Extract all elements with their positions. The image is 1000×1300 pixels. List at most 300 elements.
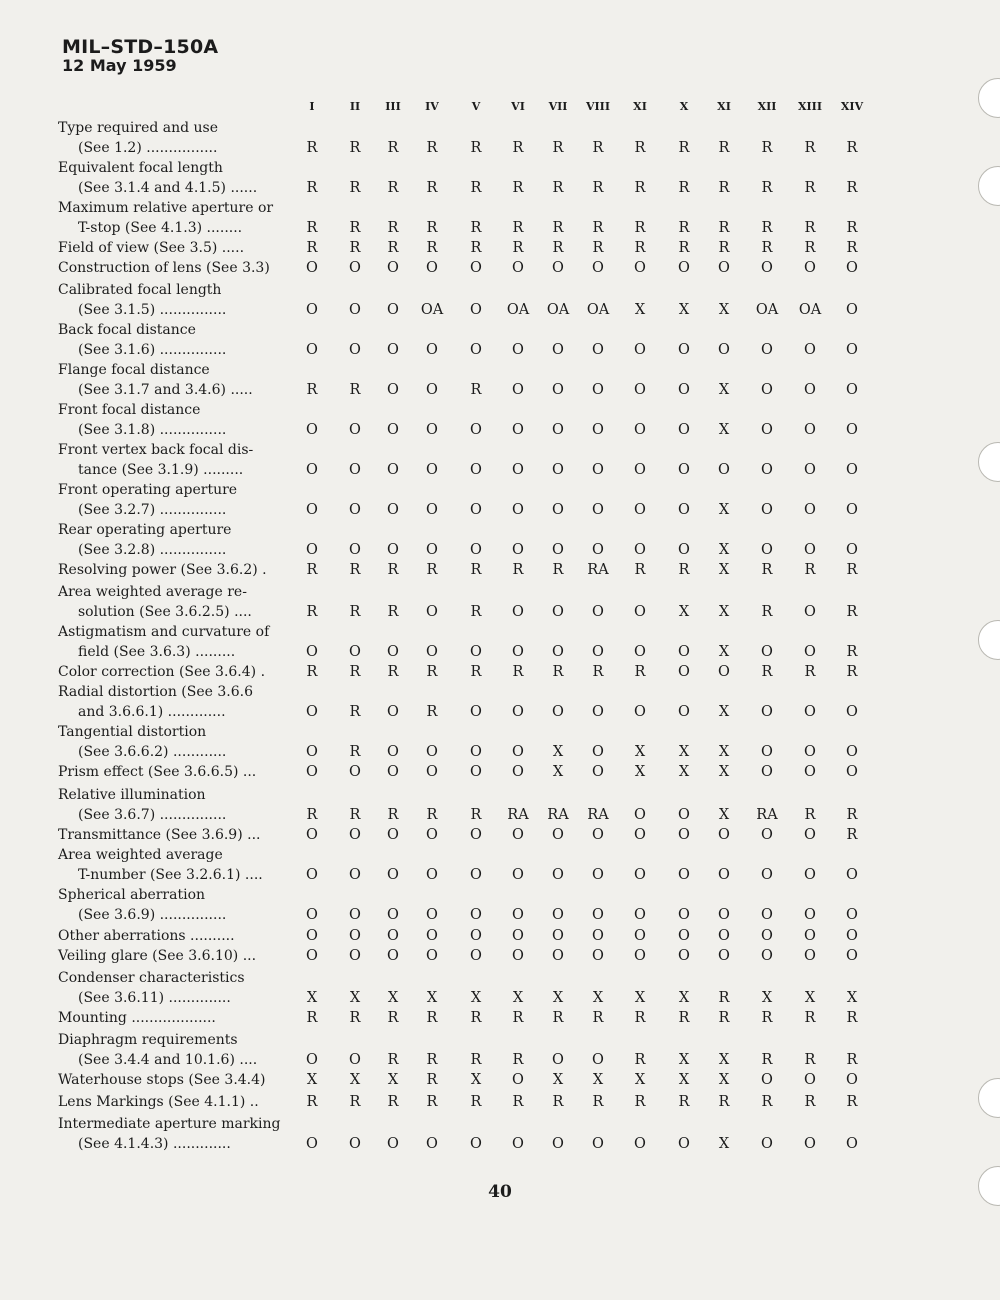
table-cell: O: [552, 644, 564, 660]
standard-number: MIL–STD–150A: [62, 36, 219, 58]
column-header: XI: [633, 100, 647, 113]
table-cell: X: [634, 764, 646, 780]
table-cell: R: [761, 240, 773, 256]
row-label: [58, 785, 290, 825]
row-label: [58, 662, 290, 682]
table-cell: O: [761, 764, 773, 780]
table-cell: O: [634, 928, 646, 944]
table-cell: R: [718, 140, 730, 156]
table-cell: R: [426, 704, 438, 720]
table-cell: O: [678, 422, 690, 438]
table-cell: R: [512, 1010, 524, 1026]
table-cell: X: [552, 1072, 564, 1088]
table-cell: R: [846, 180, 858, 196]
table-cell: O: [306, 422, 318, 438]
table-cell: R: [349, 382, 361, 398]
row-label-line: Area weighted average: [58, 847, 223, 863]
table-cell: O: [306, 502, 318, 518]
page-number: 40: [488, 1182, 512, 1202]
table-cell: O: [349, 302, 361, 318]
row-label-line: Transmittance (See 3.6.9) ...: [58, 827, 261, 843]
row-label-line: (See 3.2.8) ...............: [78, 542, 227, 558]
table-cell: O: [512, 502, 524, 518]
table-cell: R: [426, 1052, 438, 1068]
table-cell: O: [761, 342, 773, 358]
table-cell: R: [426, 1010, 438, 1026]
column-header: X: [679, 100, 689, 113]
table-cell: R: [804, 1010, 816, 1026]
table-cell: R: [804, 562, 816, 578]
table-cell: O: [592, 382, 604, 398]
table-cell: O: [470, 302, 482, 318]
table-cell: O: [387, 1136, 399, 1152]
row-label-line: Spherical aberration: [58, 887, 206, 903]
row-label-line: (See 3.6.9) ...............: [78, 907, 227, 923]
column-headers: [0, 100, 1000, 116]
table-cell: O: [634, 907, 646, 923]
table-cell: R: [804, 220, 816, 236]
table-cell: R: [761, 664, 773, 680]
row-label: [58, 400, 290, 440]
table-cell: O: [306, 827, 318, 843]
table-cell: OA: [506, 302, 530, 318]
table-cell: R: [592, 240, 604, 256]
table-cell: R: [718, 180, 730, 196]
row-label-line: Veiling glare (See 3.6.10) ...: [58, 948, 257, 964]
row-label-line: Mounting ...................: [58, 1010, 216, 1026]
table-cell: O: [387, 422, 399, 438]
binder-hole: [978, 620, 1000, 660]
row-label-line: (See 3.1.8) ...............: [78, 422, 227, 438]
table-cell: R: [634, 140, 646, 156]
row-label-line: Rear operating aperture: [58, 522, 232, 538]
row-label-line: Equivalent focal length: [58, 160, 223, 176]
row-label-line: Prism effect (See 3.6.6.5) ...: [58, 764, 257, 780]
row-label-line: Front operating aperture: [58, 482, 238, 498]
table-cell: R: [387, 220, 399, 236]
table-cell: R: [426, 140, 438, 156]
table-cell: R: [470, 807, 482, 823]
table-cell: O: [804, 948, 816, 964]
table-cell: O: [349, 827, 361, 843]
table-cell: O: [804, 502, 816, 518]
table-cell: O: [846, 867, 858, 883]
row-label-line: (See 3.1.6) ...............: [78, 342, 227, 358]
table-cell: O: [804, 827, 816, 843]
table-cell: O: [678, 704, 690, 720]
table-cell: R: [804, 1094, 816, 1110]
table-cell: R: [387, 664, 399, 680]
table-cell: R: [678, 562, 690, 578]
table-cell: R: [470, 220, 482, 236]
table-cell: O: [592, 827, 604, 843]
table-cell: O: [426, 827, 438, 843]
table-cell: R: [634, 1094, 646, 1110]
table-cell: O: [761, 382, 773, 398]
table-cell: RA: [507, 807, 529, 823]
table-cell: R: [426, 664, 438, 680]
table-cell: O: [634, 462, 646, 478]
table-cell: O: [306, 744, 318, 760]
table-cell: R: [634, 180, 646, 196]
table-cell: O: [470, 644, 482, 660]
column-header: VIII: [586, 100, 610, 113]
table-cell: O: [349, 764, 361, 780]
table-cell: O: [592, 462, 604, 478]
table-cell: R: [846, 664, 858, 680]
table-cell: O: [678, 462, 690, 478]
table-cell: R: [761, 220, 773, 236]
table-cell: O: [470, 907, 482, 923]
table-cell: X: [426, 990, 438, 1006]
column-header: II: [349, 100, 361, 113]
table-cell: O: [592, 1136, 604, 1152]
table-cell: O: [678, 807, 690, 823]
binder-hole: [978, 1078, 1000, 1118]
table-cell: R: [470, 140, 482, 156]
table-cell: O: [592, 502, 604, 518]
table-cell: O: [470, 764, 482, 780]
table-cell: R: [718, 1010, 730, 1026]
table-cell: O: [761, 867, 773, 883]
table-cell: R: [426, 807, 438, 823]
table-cell: X: [718, 382, 730, 398]
table-cell: R: [552, 1010, 564, 1026]
table-cell: O: [512, 260, 524, 276]
table-cell: O: [512, 744, 524, 760]
table-cell: R: [426, 220, 438, 236]
table-cell: X: [552, 764, 564, 780]
table-cell: R: [349, 744, 361, 760]
table-cell: O: [718, 342, 730, 358]
table-cell: O: [761, 948, 773, 964]
table-cell: O: [470, 948, 482, 964]
row-label-line: Calibrated focal length: [58, 282, 222, 298]
table-cell: X: [718, 502, 730, 518]
table-cell: X: [387, 1072, 399, 1088]
row-label: [58, 1092, 290, 1112]
table-cell: R: [846, 1010, 858, 1026]
column-header: XIII: [798, 100, 822, 113]
table-cell: O: [552, 907, 564, 923]
table-cell: R: [592, 180, 604, 196]
table-cell: O: [349, 502, 361, 518]
table-cell: R: [349, 140, 361, 156]
table-cell: O: [387, 744, 399, 760]
table-cell: O: [387, 260, 399, 276]
table-cell: O: [846, 764, 858, 780]
table-cell: O: [426, 542, 438, 558]
table-cell: R: [349, 1010, 361, 1026]
table-cell: O: [349, 542, 361, 558]
table-cell: O: [552, 1052, 564, 1068]
table-cell: O: [387, 342, 399, 358]
column-header: XII: [757, 100, 777, 113]
row-label: [58, 320, 290, 360]
row-label: [58, 622, 290, 662]
table-cell: O: [387, 827, 399, 843]
table-cell: O: [592, 928, 604, 944]
table-cell: R: [512, 140, 524, 156]
table-cell: O: [678, 664, 690, 680]
table-cell: O: [306, 644, 318, 660]
table-cell: R: [306, 382, 318, 398]
table-cell: O: [552, 462, 564, 478]
table-cell: O: [470, 260, 482, 276]
table-cell: O: [512, 907, 524, 923]
table-cell: O: [426, 260, 438, 276]
table-cell: O: [634, 542, 646, 558]
table-cell: O: [634, 604, 646, 620]
table-cell: OA: [546, 302, 570, 318]
row-label-line: Area weighted average re-: [58, 584, 247, 600]
row-label: [58, 968, 290, 1008]
table-cell: O: [678, 342, 690, 358]
table-cell: O: [592, 260, 604, 276]
table-cell: O: [552, 827, 564, 843]
table-cell: R: [512, 1052, 524, 1068]
column-header: VI: [511, 100, 525, 113]
row-label: [58, 198, 290, 238]
table-cell: O: [349, 342, 361, 358]
binder-hole: [978, 442, 1000, 482]
table-cell: O: [552, 542, 564, 558]
table-cell: O: [470, 342, 482, 358]
table-cell: R: [761, 1010, 773, 1026]
table-cell: X: [804, 990, 816, 1006]
table-cell: R: [306, 240, 318, 256]
table-cell: O: [592, 342, 604, 358]
table-cell: O: [804, 744, 816, 760]
table-cell: R: [349, 704, 361, 720]
table-cell: O: [718, 462, 730, 478]
table-cell: O: [592, 764, 604, 780]
table-cell: RA: [587, 807, 609, 823]
table-cell: O: [512, 1072, 524, 1088]
table-cell: O: [592, 644, 604, 660]
column-header: III: [385, 100, 401, 113]
table-cell: R: [804, 240, 816, 256]
table-cell: R: [349, 240, 361, 256]
table-cell: O: [306, 1052, 318, 1068]
table-cell: X: [349, 1072, 361, 1088]
table-cell: O: [470, 827, 482, 843]
table-cell: R: [470, 1052, 482, 1068]
table-cell: O: [512, 422, 524, 438]
table-cell: RA: [547, 807, 569, 823]
table-cell: O: [718, 260, 730, 276]
table-cell: O: [592, 948, 604, 964]
table-cell: O: [349, 1136, 361, 1152]
table-cell: R: [552, 220, 564, 236]
table-cell: R: [718, 240, 730, 256]
row-label-line: (See 3.4.4 and 10.1.6) ....: [78, 1052, 258, 1068]
table-cell: O: [804, 928, 816, 944]
table-cell: O: [349, 948, 361, 964]
table-cell: R: [387, 1010, 399, 1026]
table-cell: R: [634, 220, 646, 236]
table-cell: R: [761, 604, 773, 620]
row-label: [58, 582, 290, 622]
table-cell: R: [718, 220, 730, 236]
table-cell: X: [592, 1072, 604, 1088]
table-cell: R: [634, 1052, 646, 1068]
table-cell: R: [678, 1094, 690, 1110]
table-cell: O: [552, 867, 564, 883]
table-cell: O: [306, 462, 318, 478]
table-cell: O: [846, 948, 858, 964]
table-cell: O: [387, 928, 399, 944]
table-cell: O: [387, 907, 399, 923]
table-cell: R: [678, 240, 690, 256]
table-cell: X: [470, 1072, 482, 1088]
table-cell: O: [678, 502, 690, 518]
table-cell: O: [634, 644, 646, 660]
table-cell: O: [426, 502, 438, 518]
table-cell: O: [426, 867, 438, 883]
table-cell: R: [470, 664, 482, 680]
table-cell: O: [592, 542, 604, 558]
table-cell: O: [306, 542, 318, 558]
table-cell: R: [387, 240, 399, 256]
column-header: V: [471, 100, 481, 113]
table-cell: R: [804, 140, 816, 156]
table-cell: O: [634, 867, 646, 883]
table-cell: X: [634, 1072, 646, 1088]
row-label-line: Astigmatism and curvature of: [58, 624, 270, 640]
table-cell: X: [634, 744, 646, 760]
table-cell: R: [306, 1010, 318, 1026]
table-cell: O: [306, 867, 318, 883]
table-cell: O: [387, 502, 399, 518]
table-cell: X: [306, 990, 318, 1006]
row-label-line: Other aberrations ..........: [58, 928, 235, 944]
table-cell: O: [387, 704, 399, 720]
table-cell: O: [426, 342, 438, 358]
table-cell: X: [678, 990, 690, 1006]
table-cell: O: [552, 704, 564, 720]
table-cell: R: [552, 562, 564, 578]
table-cell: O: [678, 928, 690, 944]
table-cell: R: [306, 220, 318, 236]
table-cell: O: [678, 644, 690, 660]
row-label-line: Lens Markings (See 4.1.1) ..: [58, 1094, 259, 1110]
table-cell: O: [804, 342, 816, 358]
table-cell: X: [846, 990, 858, 1006]
table-cell: O: [761, 644, 773, 660]
table-cell: R: [306, 1094, 318, 1110]
table-cell: O: [552, 604, 564, 620]
table-cell: O: [761, 542, 773, 558]
row-label-line: Relative illumination: [58, 787, 206, 803]
table-cell: R: [306, 604, 318, 620]
row-label-line: (See 3.6.7) ...............: [78, 807, 227, 823]
table-cell: O: [761, 827, 773, 843]
table-cell: O: [426, 644, 438, 660]
table-cell: X: [718, 764, 730, 780]
table-cell: O: [552, 502, 564, 518]
column-header: VII: [548, 100, 568, 113]
table-cell: O: [846, 502, 858, 518]
table-cell: X: [718, 807, 730, 823]
row-label: [58, 845, 290, 885]
table-cell: R: [552, 664, 564, 680]
table-cell: O: [552, 382, 564, 398]
table-cell: O: [387, 302, 399, 318]
table-cell: R: [349, 180, 361, 196]
table-cell: R: [846, 562, 858, 578]
issue-date: 12 May 1959: [62, 55, 177, 75]
table-cell: R: [846, 827, 858, 843]
table-cell: R: [512, 562, 524, 578]
table-cell: RA: [756, 807, 778, 823]
table-cell: O: [470, 928, 482, 944]
table-cell: O: [634, 342, 646, 358]
table-cell: O: [804, 1072, 816, 1088]
row-label-line: (See 3.1.4 and 4.1.5) ......: [78, 180, 258, 196]
table-cell: R: [349, 664, 361, 680]
table-cell: R: [426, 240, 438, 256]
table-cell: O: [387, 542, 399, 558]
table-cell: R: [761, 180, 773, 196]
table-cell: O: [552, 948, 564, 964]
row-label: [58, 258, 290, 278]
table-cell: O: [426, 764, 438, 780]
table-cell: O: [804, 907, 816, 923]
table-cell: X: [678, 764, 690, 780]
table-cell: O: [678, 382, 690, 398]
table-cell: R: [387, 180, 399, 196]
table-cell: R: [470, 180, 482, 196]
table-cell: O: [804, 260, 816, 276]
table-cell: O: [592, 907, 604, 923]
table-cell: O: [846, 462, 858, 478]
table-cell: R: [426, 562, 438, 578]
table-cell: O: [634, 1136, 646, 1152]
table-cell: X: [761, 990, 773, 1006]
table-cell: R: [349, 807, 361, 823]
row-label: [58, 1114, 290, 1154]
table-cell: O: [426, 422, 438, 438]
table-cell: X: [718, 704, 730, 720]
document-header: [62, 38, 218, 75]
row-label: [58, 118, 290, 158]
table-cell: R: [678, 220, 690, 236]
row-label-line: T-stop (See 4.1.3) ........: [78, 220, 243, 236]
row-label: [58, 560, 290, 580]
table-cell: O: [426, 462, 438, 478]
table-cell: O: [512, 704, 524, 720]
row-label-line: Flange focal distance: [58, 362, 210, 378]
table-cell: O: [718, 928, 730, 944]
table-cell: OA: [420, 302, 444, 318]
table-cell: OA: [755, 302, 779, 318]
row-label-line: Front focal distance: [58, 402, 201, 418]
row-label-line: (See 3.6.6.2) ............: [78, 744, 227, 760]
table-cell: O: [306, 302, 318, 318]
row-label: [58, 722, 290, 762]
table-cell: O: [470, 542, 482, 558]
table-cell: O: [592, 604, 604, 620]
table-cell: O: [552, 422, 564, 438]
table-cell: R: [634, 1010, 646, 1026]
table-cell: O: [846, 342, 858, 358]
table-cell: O: [634, 422, 646, 438]
row-label-line: Diaphragm requirements: [58, 1032, 238, 1048]
row-label: [58, 825, 290, 845]
row-label: [58, 360, 290, 400]
table-cell: R: [592, 664, 604, 680]
